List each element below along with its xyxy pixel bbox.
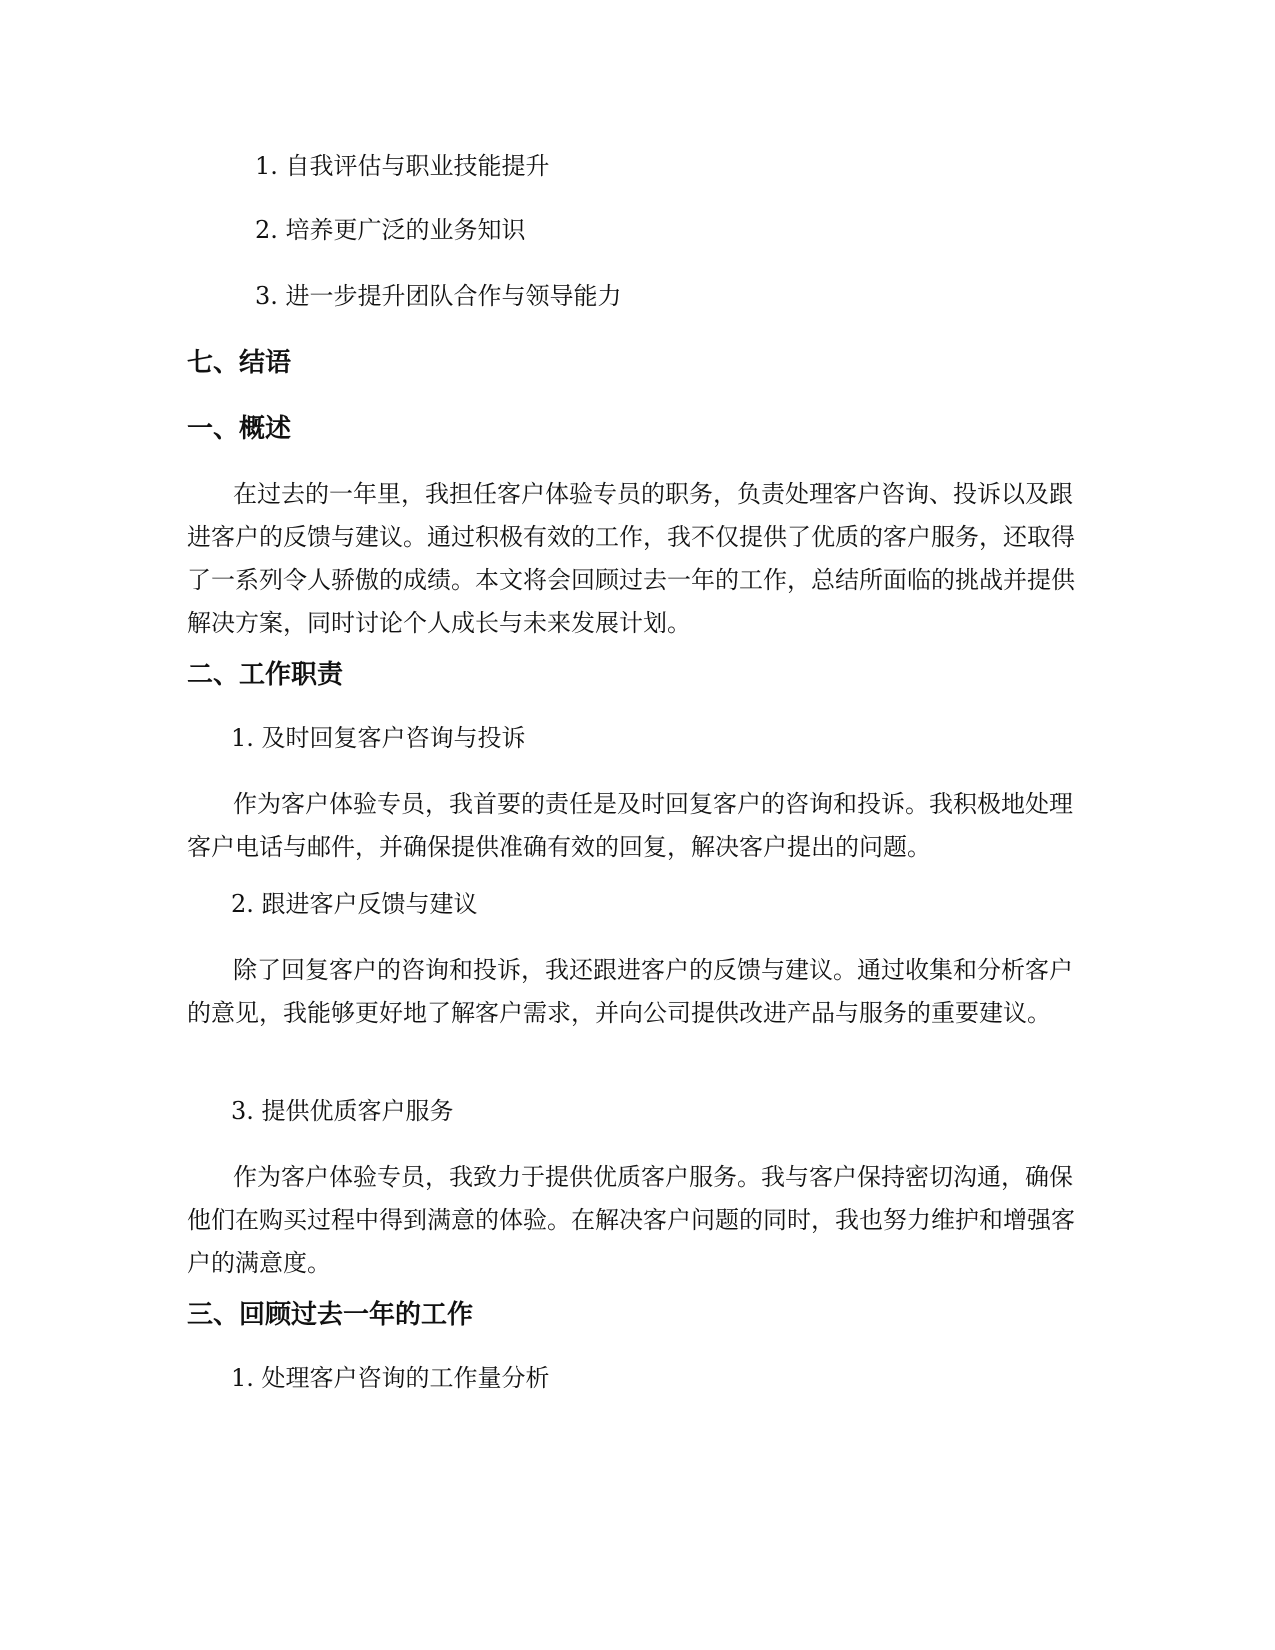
list-item: 3. 进一步提升团队合作与领导能力 bbox=[255, 282, 622, 310]
duty-item-paragraph: 作为客户体验专员，我致力于提供优质客户服务。我与客户保持密切沟通，确保他们在购买过程中得到满意的体验。在解决客户问题的同时，我也努力维护和增强客户的满意度。 bbox=[187, 1163, 1075, 1277]
section-heading-review: 三、回顾过去一年的工作 bbox=[187, 1300, 474, 1330]
duty-item-paragraph: 作为客户体验专员，我首要的责任是及时回复客户的咨询和投诉。我积极地处理客户电话与邮件，并确保提供准确有效的回复，解决客户提出的问题。 bbox=[187, 790, 1073, 861]
section-heading-overview: 一、概述 bbox=[187, 414, 292, 444]
duty-item-title: 3. 提供优质客户服务 bbox=[231, 1097, 454, 1125]
overview-paragraph: 在过去的一年里，我担任客户体验专员的职务，负责处理客户咨询、投诉以及跟进客户的反馈与建议。通过积极有效的工作，我不仅提供了优质的客户服务，还取得了一系列令人骄傲的成绩。本文将会回顾过去一年的工作，总结所面临的挑战并提供解决方案，同时讨论个人成长与未来发展计划。 bbox=[187, 480, 1075, 637]
section-heading-duties: 二、工作职责 bbox=[187, 660, 344, 690]
section-heading-conclusion: 七、结语 bbox=[187, 348, 292, 378]
duty-item-paragraph: 除了回复客户的咨询和投诉，我还跟进客户的反馈与建议。通过收集和分析客户的意见，我能够更好地了解客户需求，并向公司提供改进产品与服务的重要建议。 bbox=[187, 956, 1073, 1027]
list-item: 1. 自我评估与职业技能提升 bbox=[255, 152, 550, 180]
review-item-title: 1. 处理客户咨询的工作量分析 bbox=[231, 1364, 550, 1392]
duty-item-title: 1. 及时回复客户咨询与投诉 bbox=[231, 724, 526, 752]
duty-item-title: 2. 跟进客户反馈与建议 bbox=[231, 890, 478, 918]
list-item: 2. 培养更广泛的业务知识 bbox=[255, 216, 526, 244]
